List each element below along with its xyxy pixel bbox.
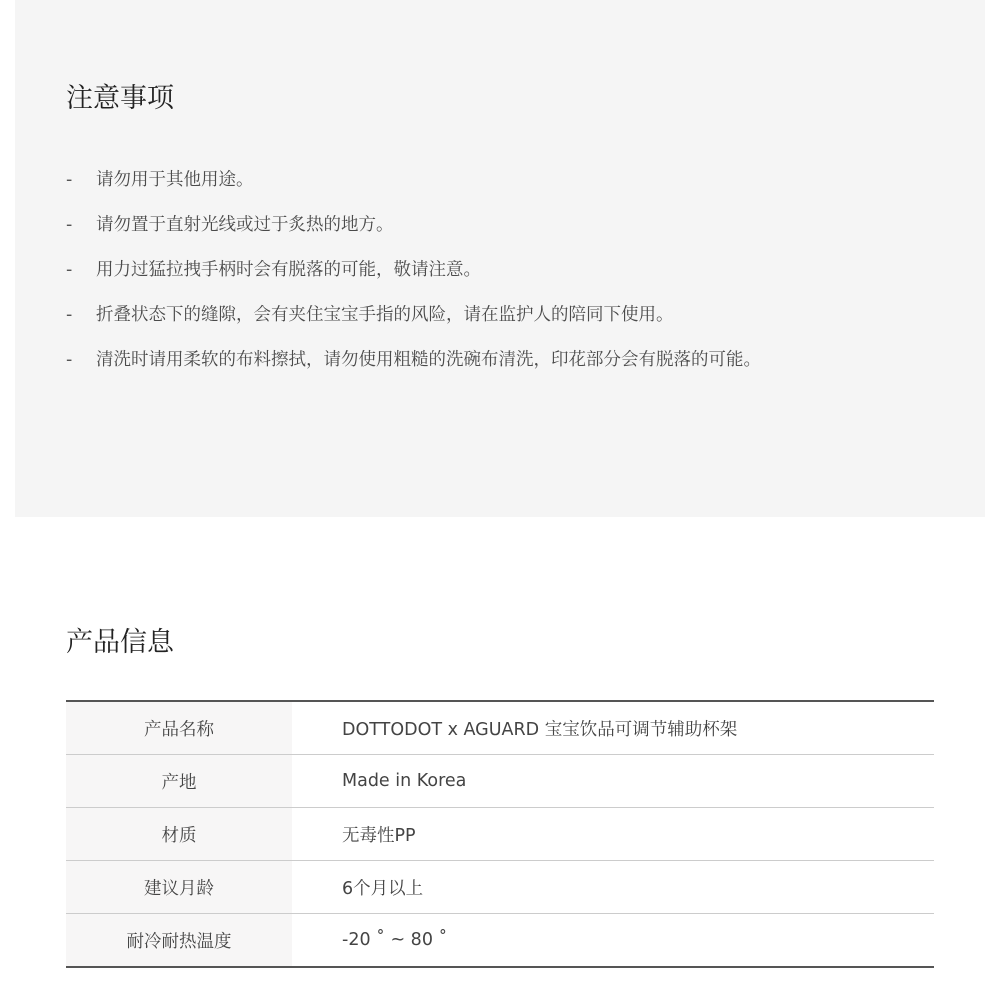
table-row [66, 701, 934, 755]
notice-item-text: 请勿用于其他用途。 [96, 170, 254, 190]
notice-panel [15, 0, 985, 517]
bullet-dash: - [66, 350, 73, 370]
table-row [66, 914, 934, 968]
notice-item [66, 207, 761, 252]
bullet-dash: - [66, 170, 73, 190]
product-info-table [66, 700, 934, 968]
row-value-origin: Made in Korea [292, 755, 934, 808]
row-value-recommended-age: 6个月以上 [292, 861, 934, 914]
notice-item [66, 297, 761, 342]
bullet-dash: - [66, 260, 73, 280]
notice-item-text: 清洗时请用柔软的布料擦拭，请勿使用粗糙的洗碗布清洗，印花部分会有脱落的可能。 [96, 350, 761, 370]
table-row [66, 808, 934, 861]
row-label-recommended-age: 建议月龄 [66, 861, 292, 914]
row-value-temperature-range: -20 ˚ ~ 80 ˚ [292, 914, 934, 968]
notice-item [66, 252, 761, 297]
table-row [66, 755, 934, 808]
row-label-material: 材质 [66, 808, 292, 861]
notice-item-text: 请勿置于直射光线或过于炙热的地方。 [96, 215, 394, 235]
table-row [66, 861, 934, 914]
notice-item [66, 342, 761, 387]
notice-item-text: 折叠状态下的缝隙，会有夹住宝宝手指的风险，请在监护人的陪同下使用。 [96, 305, 674, 325]
notice-item [66, 162, 761, 207]
notice-item-text: 用力过猛拉拽手柄时会有脱落的可能，敬请注意。 [96, 260, 481, 280]
notice-title: 注意事项 [66, 83, 174, 114]
notice-list [66, 162, 761, 387]
bullet-dash: - [66, 215, 73, 235]
product-info-title: 产品信息 [66, 627, 174, 658]
row-label-temperature-range: 耐冷耐热温度 [66, 914, 292, 968]
row-label-origin: 产地 [66, 755, 292, 808]
row-value-material: 无毒性PP [292, 808, 934, 861]
row-label-product-name: 产品名称 [66, 701, 292, 755]
bullet-dash: - [66, 305, 73, 325]
row-value-product-name: DOTTODOT x AGUARD 宝宝饮品可调节辅助杯架 [292, 701, 934, 755]
